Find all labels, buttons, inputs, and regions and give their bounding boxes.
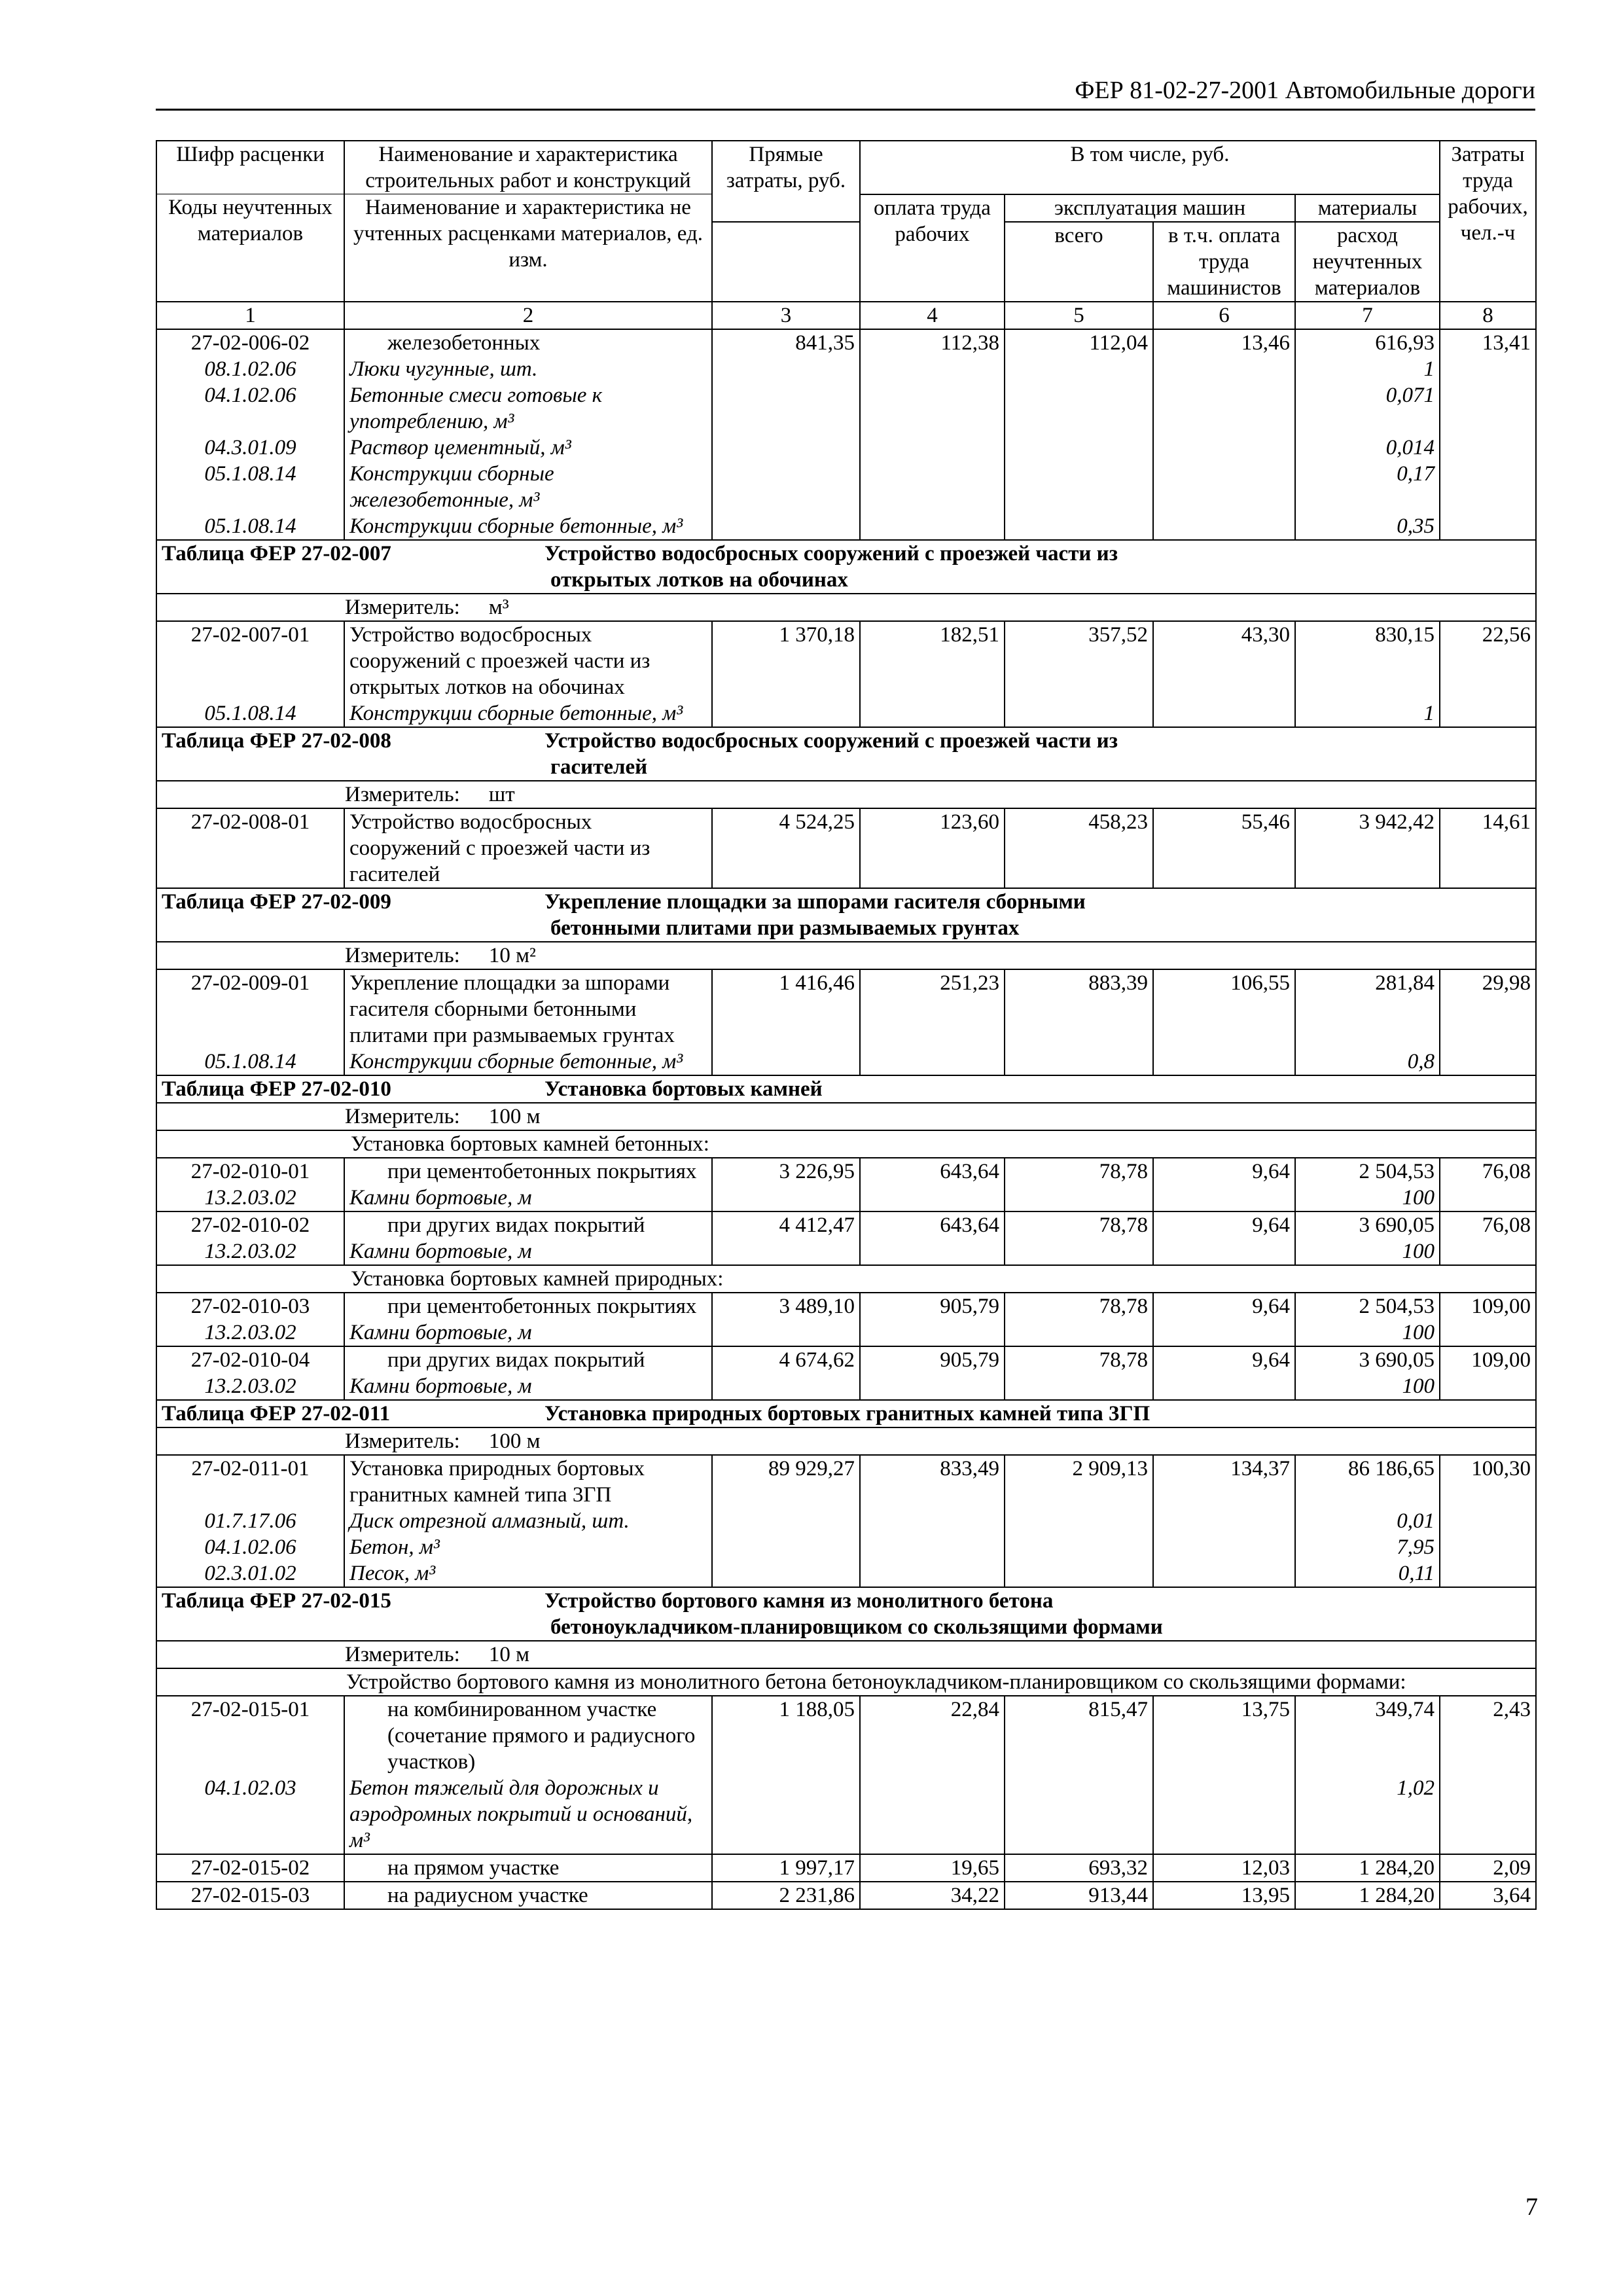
col2-top-label: Наименование и характеристика строительных работ и конструкций [344, 141, 712, 194]
table-row: 27-02-015-01 на комбинированном участке (сочетание прямого и радиусного участков) 1 188,05 22,84 815,47 13,75 349,74 2,43 [156, 1696, 1536, 1775]
table-row: 27-02-010-02 при других видах покрытий 4 412,47 643,64 78,78 9,64 3 690,05 76,08 [156, 1211, 1536, 1238]
page-number: 7 [1525, 2193, 1538, 2221]
material-row: 04.1.02.06 Бетон, м³ 7,95 [156, 1534, 1536, 1560]
materials-header: материалы [1295, 194, 1440, 222]
material-row: 13.2.03.02 Камни бортовые, м 100 [156, 1319, 1536, 1346]
table-row: 27-02-010-04 при других видах покрытий 4 674,62 905,79 78,78 9,64 3 690,05 109,00 [156, 1346, 1536, 1373]
table-row: 27-02-009-01 Укрепление площадки за шпорами гасителя сборными бетонными плитами при размываемых грунтах 1 416,46 251,23 883,39 106,55 281,84 29,98 [156, 969, 1536, 1049]
col1-top-label: Шифр расценки [156, 141, 344, 194]
measure-row: Измеритель: 10 м² [156, 942, 1536, 969]
material-row: 02.3.01.02 Песок, м³ 0,11 [156, 1560, 1536, 1587]
group-row: Установка бортовых камней бетонных: [156, 1130, 1536, 1158]
measure-row: Измеритель: м³ [156, 594, 1536, 621]
column-numbers-row: 1 2 3 4 5 6 7 8 [156, 302, 1536, 329]
table-row: 27-02-008-01 Устройство водосбросных сооружений с проезжей части из гасителей 4 524,25 123,60 458,23 55,46 3 942,42 14,61 [156, 808, 1536, 888]
direct-spacer [712, 222, 860, 302]
material-row: 04.3.01.09 Раствор цементный, м³ 0,014 [156, 435, 1536, 461]
direct-costs-header: Прямые затраты, руб. [712, 141, 860, 222]
table-row: 27-02-007-01 Устройство водосбросных сооружений с проезжей части из открытых лотков на обочинах 1 370,18 182,51 357,52 43,30 830,15 22,56 [156, 621, 1536, 700]
table-row: 27-02-010-01 при цементобетонных покрытиях 3 226,95 643,64 78,78 9,64 2 504,53 76,08 [156, 1158, 1536, 1185]
labor-header: Затраты труда рабочих, чел.-ч [1440, 141, 1536, 302]
material-row: 01.7.17.06 Диск отрезной алмазный, шт. 0,01 [156, 1508, 1536, 1534]
material-row: 04.1.02.03 Бетон тяжелый для дорожных и аэродромных покрытий и оснований, м³ 1,02 [156, 1775, 1536, 1854]
section-title: Таблица ФЕР 27-02-011 Установка природных бортовых гранитных камней типа 3ГП [156, 1400, 1536, 1427]
group-row: Устройство бортового камня из монолитного бетона бетоноукладчиком-планировщиком со скользящими формами: [156, 1668, 1536, 1696]
material-row: 04.1.02.06 Бетонные смеси готовые к употреблению, м³ 0,071 [156, 382, 1536, 435]
measure-row: Измеритель: 100 м [156, 1427, 1536, 1455]
table-row: 27-02-015-02 на прямом участке 1 997,17 19,65 693,32 12,03 1 284,20 2,09 [156, 1854, 1536, 1882]
machines-total-header: всего [1005, 222, 1153, 302]
material-row: 13.2.03.02 Камни бортовые, м 100 [156, 1185, 1536, 1211]
machinists-header: в т.ч. оплата труда машинистов [1153, 222, 1295, 302]
material-row: 13.2.03.02 Камни бортовые, м 100 [156, 1238, 1536, 1265]
col1-bottom-label: Коды неучтенных материалов [156, 194, 344, 302]
including-header: В том числе, руб. [860, 141, 1440, 194]
measure-row: Измеритель: шт [156, 781, 1536, 808]
material-row: 05.1.08.14 Конструкции сборные железобетонные, м³ 0,17 [156, 461, 1536, 513]
wages-header: оплата труда рабочих [860, 194, 1005, 302]
material-row: 05.1.08.14 Конструкции сборные бетонные, м³ 0,8 [156, 1049, 1536, 1075]
measure-row: Измеритель: 10 м [156, 1641, 1536, 1668]
materials-sub-header: расход неучтенных материалов [1295, 222, 1440, 302]
table-row: 27-02-010-03 при цементобетонных покрытиях 3 489,10 905,79 78,78 9,64 2 504,53 109,00 [156, 1293, 1536, 1319]
section-title: Таблица ФЕР 27-02-010 Установка бортовых камней [156, 1075, 1536, 1103]
section-title: Таблица ФЕР 27-02-007 Устройство водосбросных сооружений с проезжей части из открытых лотков на обочинах [156, 540, 1536, 594]
group-row: Установка бортовых камней природных: [156, 1265, 1536, 1293]
material-row: 05.1.08.14 Конструкции сборные бетонные, м³ 0,35 [156, 513, 1536, 540]
material-row: 13.2.03.02 Камни бортовые, м 100 [156, 1373, 1536, 1400]
measure-row: Измеритель: 100 м [156, 1103, 1536, 1130]
header-row [156, 141, 1536, 194]
document-title: ФЕР 81-02-27-2001 Автомобильные дороги [1075, 77, 1535, 104]
table-row: 27-02-015-03 на радиусном участке 2 231,86 34,22 913,44 13,95 1 284,20 3,64 [156, 1882, 1536, 1909]
machines-header: эксплуатация машин [1005, 194, 1295, 222]
table-row: 27-02-011-01 Установка природных бортовых гранитных камней типа 3ГП 89 929,27 833,49 2 909,13 134,37 86 186,65 100,30 [156, 1455, 1536, 1508]
section-title: Таблица ФЕР 27-02-015 Устройство бортового камня из монолитного бетона бетоноукладчиком-планировщиком со скользящими формами [156, 1587, 1536, 1641]
section-title: Таблица ФЕР 27-02-008 Устройство водосбросных сооружений с проезжей части из гасителей [156, 727, 1536, 781]
table-row: 27-02-006-02 железобетонных 841,35 112,38 112,04 13,46 616,93 13,41 [156, 329, 1536, 356]
col2-bottom-label: Наименование и характеристика не учтенных расценками материалов, ед. изм. [344, 194, 712, 302]
section-title: Таблица ФЕР 27-02-009 Укрепление площадки за шпорами гасителя сборными бетонными плитами при размываемых грунтах [156, 888, 1536, 942]
material-row: 08.1.02.06 Люки чугунные, шт. 1 [156, 356, 1536, 382]
document-header [156, 71, 1535, 111]
rates-table [156, 140, 1537, 1910]
material-row: 05.1.08.14 Конструкции сборные бетонные, м³ 1 [156, 700, 1536, 727]
